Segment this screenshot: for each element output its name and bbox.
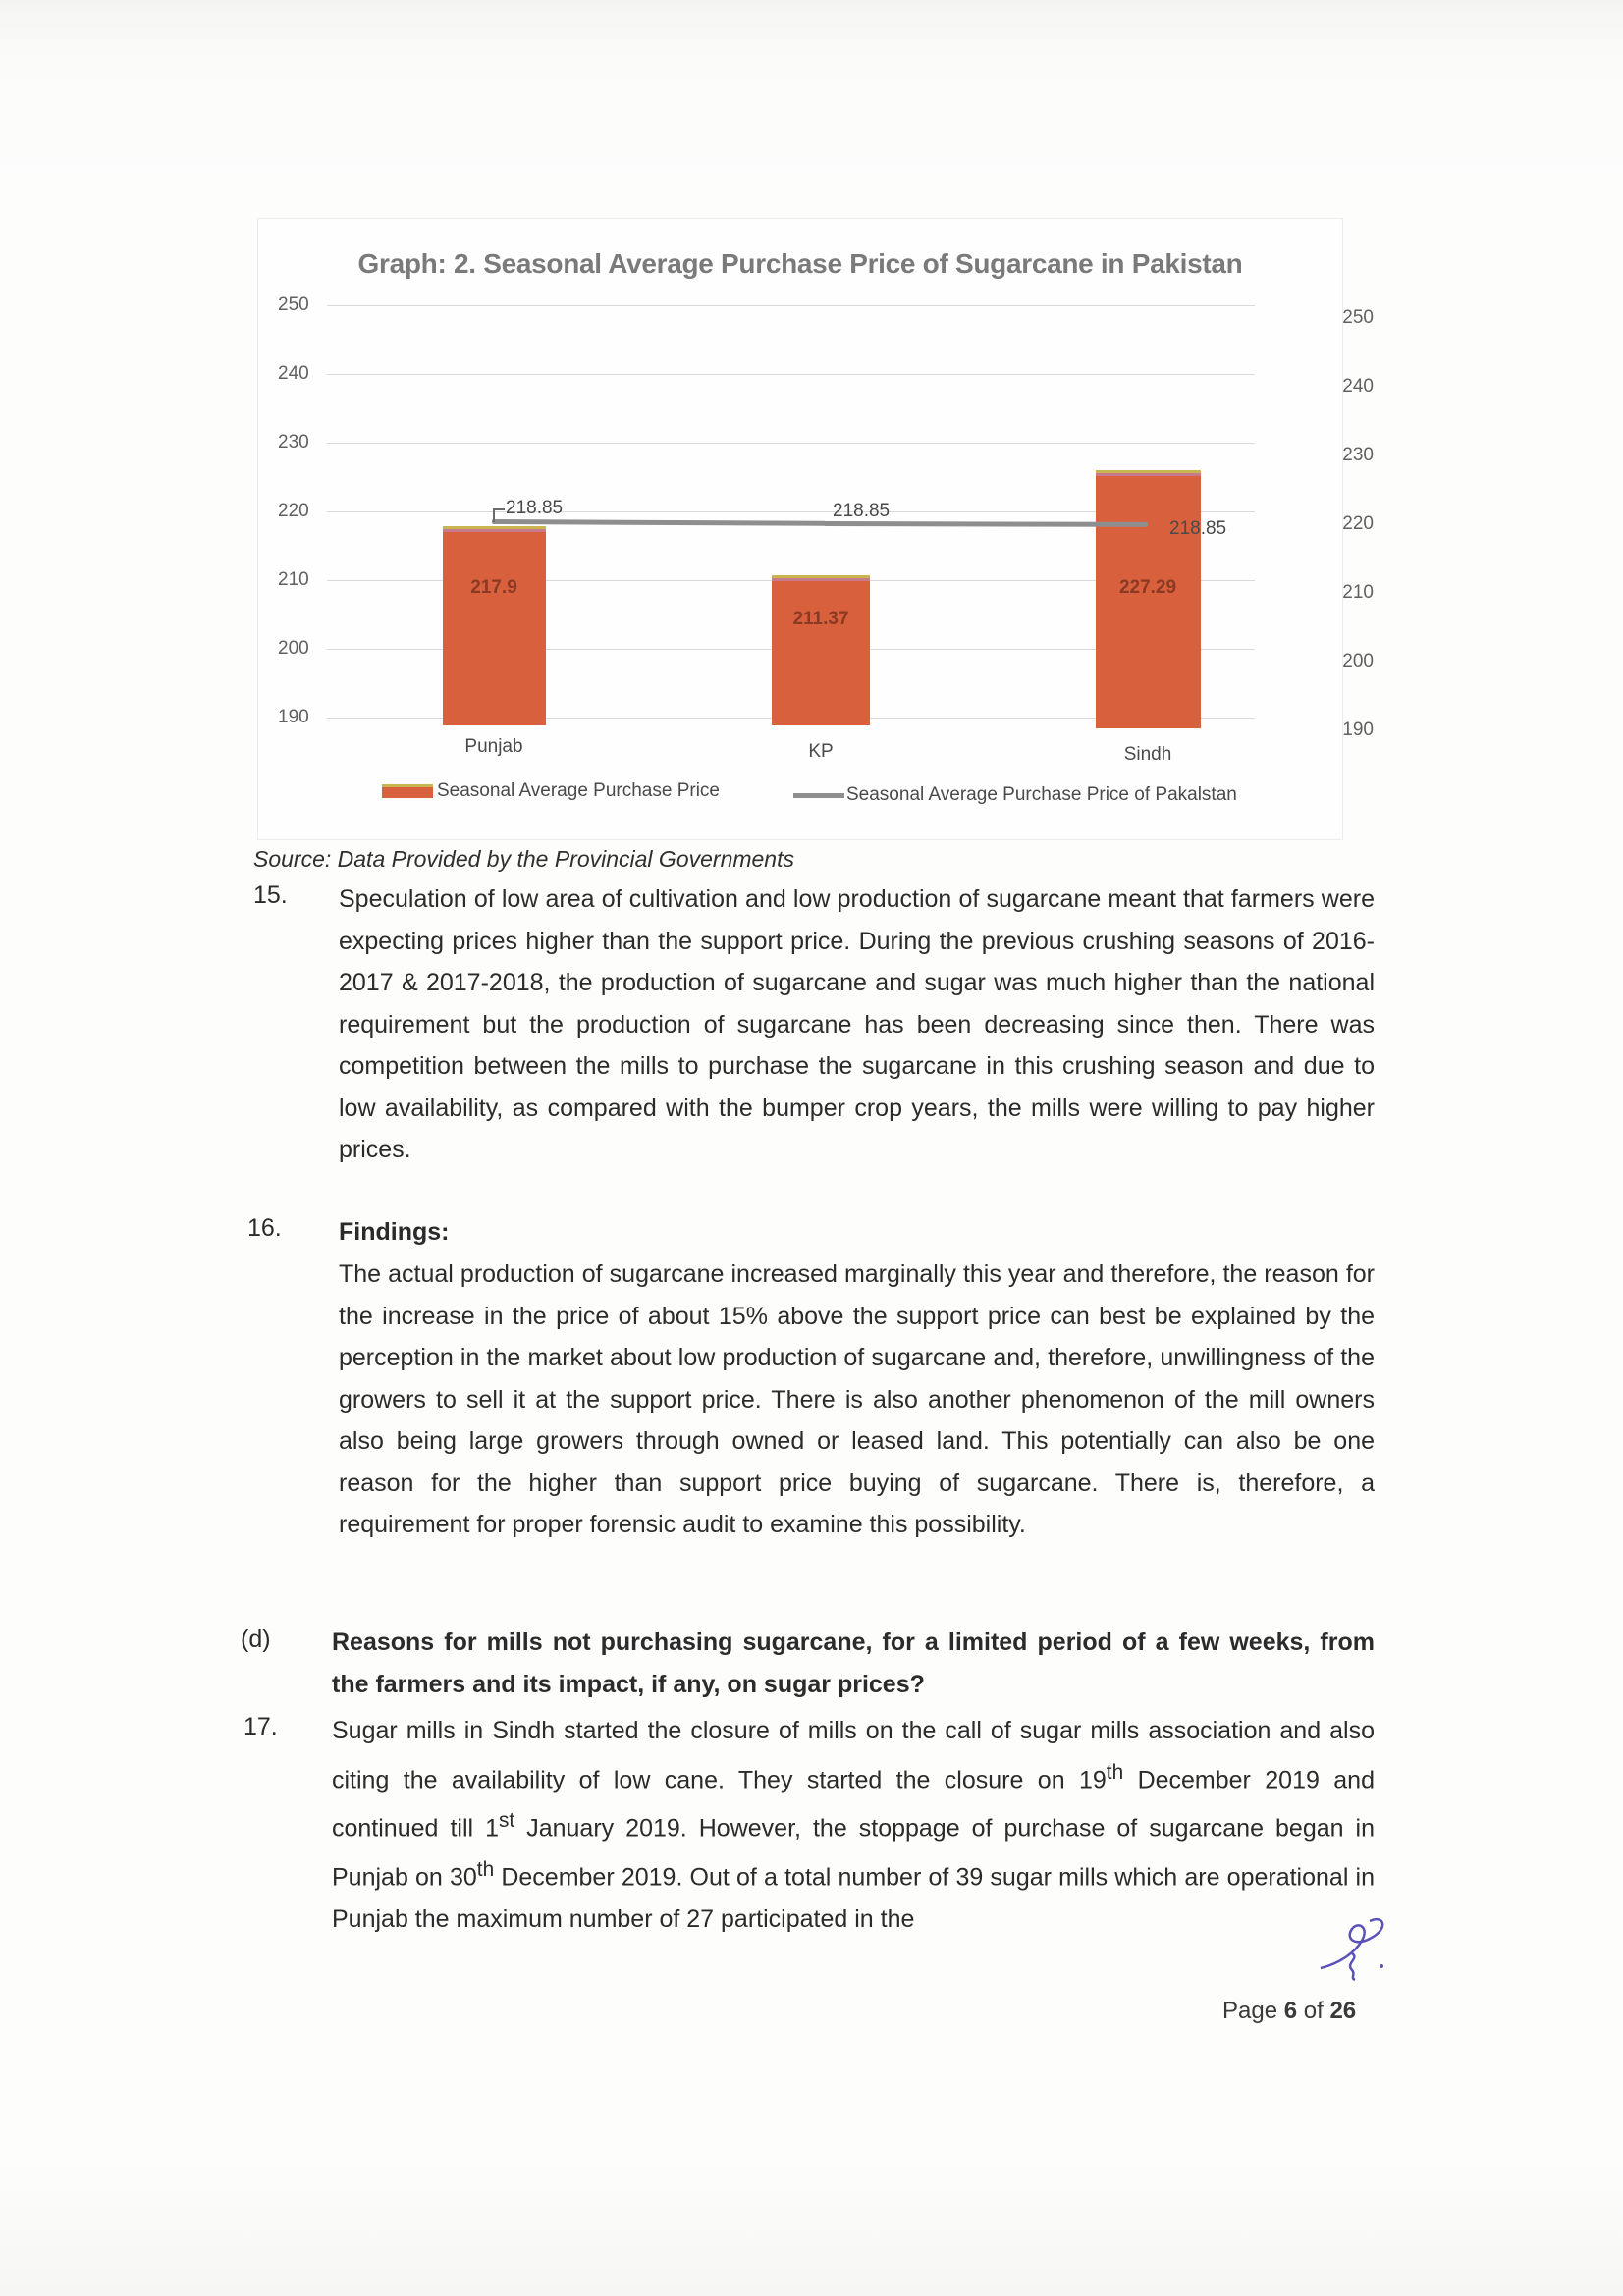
y-tick-left: 210 <box>278 569 309 590</box>
paragraph-17: Sugar mills in Sindh started the closure of mills on the call of sugar mills association and also citing the availability of low cane. They started the closure on 19th December 2019 and continued till 1st January 2019. However, the stoppage of purchase of sugarcane began in Punjab on 30th December 2019. Out of a total number of 39 sugar mills which are operational in Punjab the maximum number of 27 participated in the <box>332 1717 1376 1933</box>
paragraph-number: 17. <box>243 1713 278 1740</box>
page-number: Page 6 of 26 <box>1222 1998 1357 2024</box>
bar-sindh <box>1096 470 1201 728</box>
chart-title: Graph: 2. Seasonal Average Purchase Price of Sugarcane in Pakistan <box>357 248 1243 279</box>
bar-label-sindh: 227.29 <box>1118 577 1177 598</box>
section-letter: (d) <box>241 1626 271 1653</box>
gridline <box>327 305 1255 306</box>
avg-line-segment-1 <box>492 519 826 526</box>
legend-swatch-bar-icon <box>382 784 433 798</box>
bar-kp <box>772 575 870 725</box>
gridline <box>327 443 1255 444</box>
legend-swatch-line-icon <box>793 793 844 798</box>
bar-label-kp: 211.37 <box>792 609 849 629</box>
paragraph-15: Speculation of low area of cultivation and low production of sugarcane meant that farmers were expecting prices higher than the support price. During the previous crushing seasons of 2016-2017 & 2017-2018, the production of sugarcane and sugar was much higher than the national requirement but the production of sugarcane has been decreasing since then. There was competition between the mills to purchase the sugarcane in this crushing season and due to low availability, as compared with the bumper crop years, the mills were willing to pay higher prices. <box>339 885 1375 1163</box>
findings-heading: Findings: <box>339 1218 450 1246</box>
bar-punjab <box>443 526 546 725</box>
y-tick-left: 190 <box>278 707 309 727</box>
legend-label: Seasonal Average Purchase Price of Pakalstan <box>846 784 1237 805</box>
bar-label-punjab: 217.9 <box>470 577 517 598</box>
legend-item-line <box>793 784 1237 806</box>
x-label-punjab: Punjab <box>464 736 523 757</box>
line-label-kp: 218.85 <box>833 501 891 521</box>
legend-item-bar <box>382 780 720 802</box>
y-tick-left: 230 <box>278 432 309 453</box>
line-label-sindh: 218.85 <box>1169 518 1227 539</box>
legend-label: Seasonal Average Purchase Price <box>437 780 720 801</box>
y-tick-left: 220 <box>278 501 309 521</box>
chart-source: Source: Data Provided by the Provincial Governments <box>253 846 794 872</box>
chart-seasonal-average-purchase-price <box>257 218 1374 840</box>
avg-line-leader <box>493 508 505 522</box>
x-label-sindh: Sindh <box>1123 744 1172 765</box>
y-tick-left: 240 <box>278 363 309 384</box>
line-label-punjab: 218.85 <box>506 498 564 518</box>
paragraph-number: 15. <box>253 881 288 909</box>
y-tick-left: 250 <box>278 294 309 315</box>
handwritten-signature-icon <box>1301 1909 1389 1988</box>
paragraph-16: The actual production of sugarcane increased marginally this year and therefore, the reason for the increase in the price of about 15% above the support price can best be explained by the perception in the market about low production of sugarcane and, therefore, unwillingness of the growers to sell it at the support price. There is also another phenomenon of the mill owners also being large growers through owned or leased land. This potentially can also be one reason for the higher than support price buying of sugarcane. There is, therefore, a requirement for proper forensic audit to examine this possibility. <box>339 1260 1375 1538</box>
section-d-heading: Reasons for mills not purchasing sugarcane, for a limited period of a few weeks, from the farmers and its impact, if any, on sugar prices? <box>332 1629 1375 1698</box>
gridline <box>327 374 1255 375</box>
x-label-kp: KP <box>808 741 834 762</box>
paragraph-number: 16. <box>247 1214 282 1242</box>
plot-area: 250 240 230 220 210 200 190 250 240 230 220 210 200 190 217.9 211.37 227.29 218.85 218.85 218.85 Punjab KP Sindh Seasonal Average Purchase Price Seasonal Average Purchase Price of Pakalstan <box>278 294 1374 805</box>
y-tick-left: 200 <box>278 638 309 659</box>
